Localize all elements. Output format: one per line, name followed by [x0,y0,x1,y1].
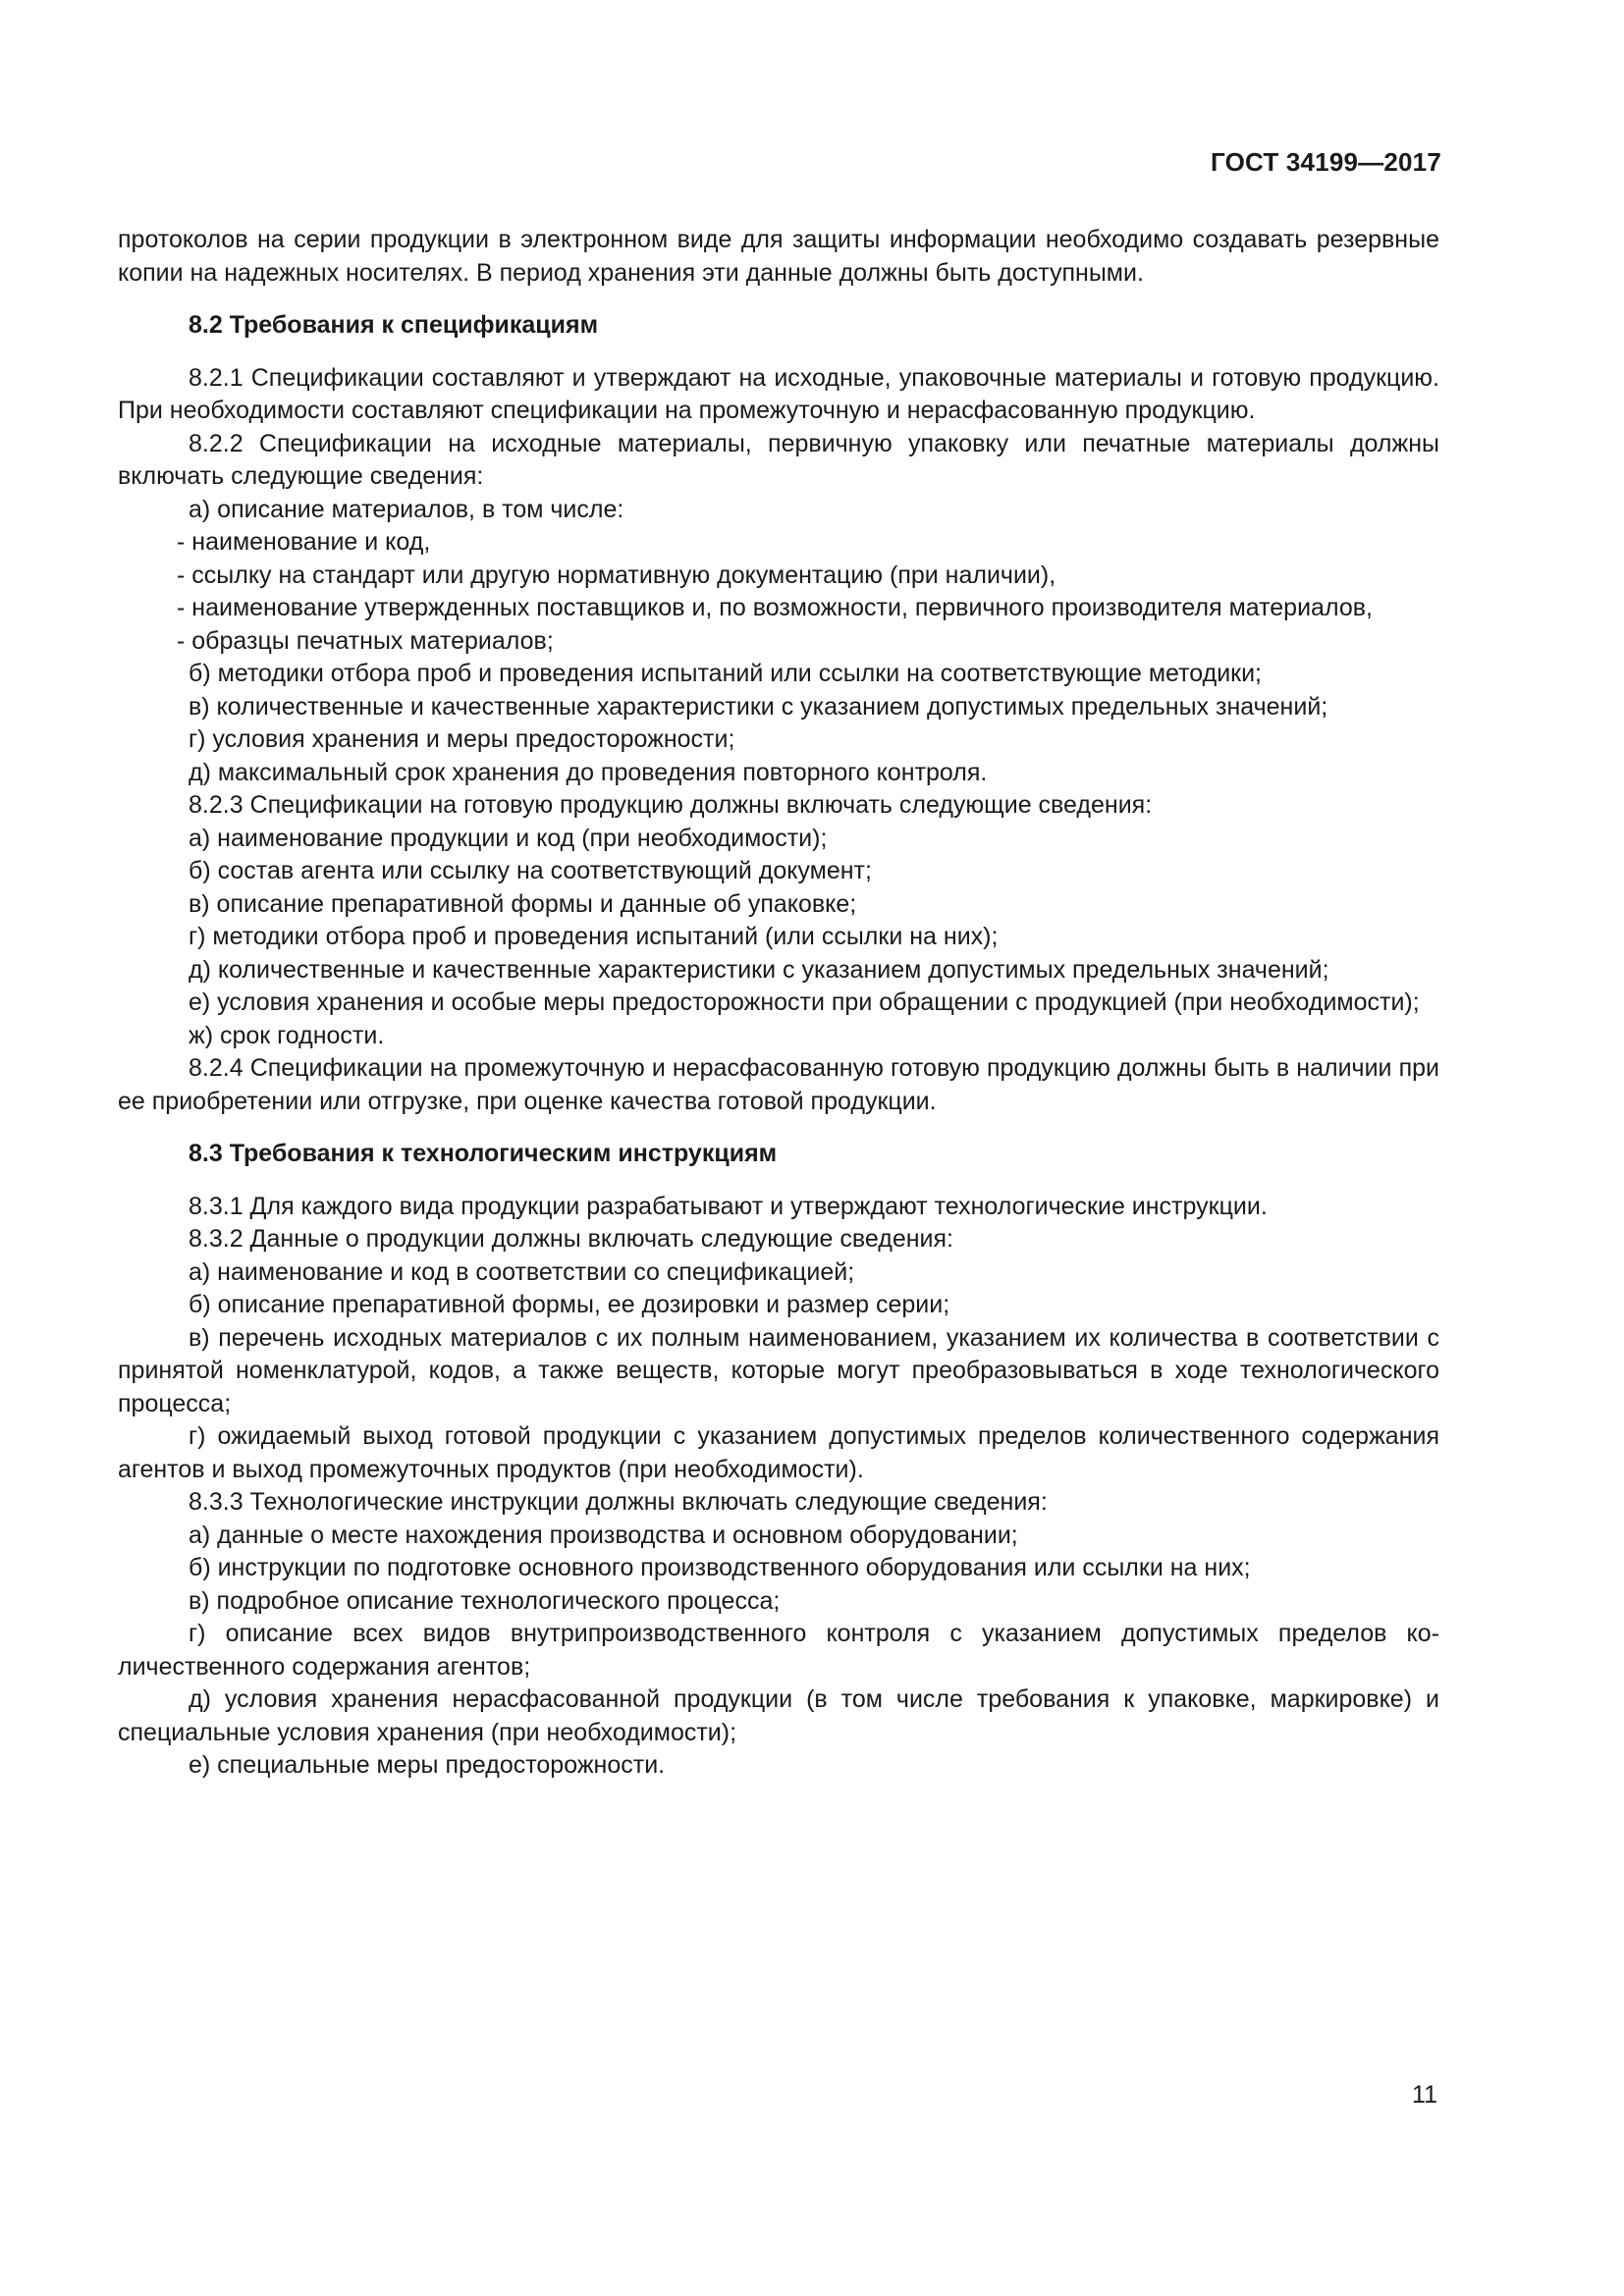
paragraph-8-2-1: 8.2.1 Спецификации составляют и утверждают на исходные, упаковочные материалы и готовую продукцию. При необходимости составляют спецификации на промежуточную и нерасфасованную продукцию. [118,363,1439,424]
list-item: а) данные о месте нахождения производства и основном оборудовании; [189,1521,1018,1549]
list-item: а) наименование и код в соответствии со спецификацией; [189,1257,855,1286]
list-item: г) описание всех видов внутрипроизводственного контроля с указанием допустимых пределов количественного содержания агентов; [118,1620,1439,1681]
list-item: б) методики отбора проб и проведения испытаний или ссылки на соответствующие методики; [189,660,1263,687]
list-item: г) методики отбора проб и проведения испытаний (или ссылки на них); [189,923,999,950]
list-item: е) условия хранения и особые меры предосторожности при обращении с продукцией (при необходимости); [189,988,1420,1016]
list-item: в) перечень исходных материалов с их полным наименованием, указанием их количества в соответствии с принятой номенклатурой, кодов, а также веществ, которые могут преобразовываться в ходе технологического процесса; [118,1323,1439,1417]
document-code-header: ГОСТ 34199—2017 [1211,147,1441,177]
document-body [118,224,1439,1783]
paragraph-8-2-2: 8.2.2 Спецификации на исходные материалы, первичную упаковку или печатные материалы должны включать следующие сведения: [118,429,1439,490]
paragraph-8-2-4: 8.2.4 Спецификации на промежуточную и нерасфасованную готовую продукцию должны быть в наличии при ее приобретении или отгрузке, при оценке качества готовой продукции. [118,1054,1439,1115]
list-item: д) количественные и качественные характеристики с указанием допустимых предельных значений; [189,955,1329,984]
list-item: е) специальные меры предосторожности. [189,1751,666,1779]
dash-item: - наименование утвержденных поставщиков и, по возможности, первичного производителя материалов, [177,594,1373,621]
section-heading-8-2: 8.2 Требования к спецификациям [189,311,599,339]
list-item: в) количественные и качественные характеристики с указанием допустимых предельных значений; [189,692,1328,721]
paragraph-8-2-3: 8.2.3 Спецификации на готовую продукцию должны включать следующие сведения: [189,791,1153,819]
list-item: б) описание препаративной формы, ее дозировки и размер серии; [189,1291,950,1318]
dash-item: - образцы печатных материалов; [177,626,554,655]
list-item: в) подробное описание технологического процесса; [189,1586,781,1615]
paragraph-8-3-1: 8.3.1 Для каждого вида продукции разрабатывают и утверждают технологические инструкции. [189,1192,1268,1220]
list-item: г) условия хранения и меры предосторожности; [189,725,735,753]
list-item: д) максимальный срок хранения до проведения повторного контроля. [189,758,988,786]
paragraph-continuation: протоколов на серии продукции в электронном виде для защиты информации необходимо создавать резервные копии на надежных носителях. В период хранения эти данные должны быть доступными. [118,226,1439,287]
list-item: ж) срок годности. [189,1021,385,1049]
list-item: б) состав агента или ссылку на соответствующий документ; [189,857,872,884]
list-item: г) ожидаемый выход готовой продукции с указанием допустимых пределов количественного содержания агентов и выход промежуточных продуктов (при необходимости). [118,1422,1439,1483]
list-item: а) описание материалов, в том числе: [189,495,624,523]
list-item: б) инструкции по подготовке основного производственного оборудования или ссылки на них; [189,1554,1251,1581]
paragraph-8-3-3: 8.3.3 Технологические инструкции должны включать следующие сведения: [189,1488,1048,1516]
page-number: 11 [1412,2081,1437,2109]
dash-item: - наименование и код, [177,528,431,556]
list-item: д) условия хранения нерасфасованной продукции (в том числе требования к упаковке, маркировке) и специальные условия хранения (при необходимости); [118,1685,1439,1746]
list-item: в) описание препаративной формы и данные об упаковке; [189,889,857,918]
section-heading-8-3: 8.3 Требования к технологическим инструкциям [189,1140,778,1167]
list-item: а) наименование продукции и код (при необходимости); [189,824,828,852]
paragraph-8-3-2: 8.3.2 Данные о продукции должны включать следующие сведения: [189,1225,954,1253]
dash-item: - ссылку на стандарт или другую нормативную документацию (при наличии), [177,561,1056,589]
